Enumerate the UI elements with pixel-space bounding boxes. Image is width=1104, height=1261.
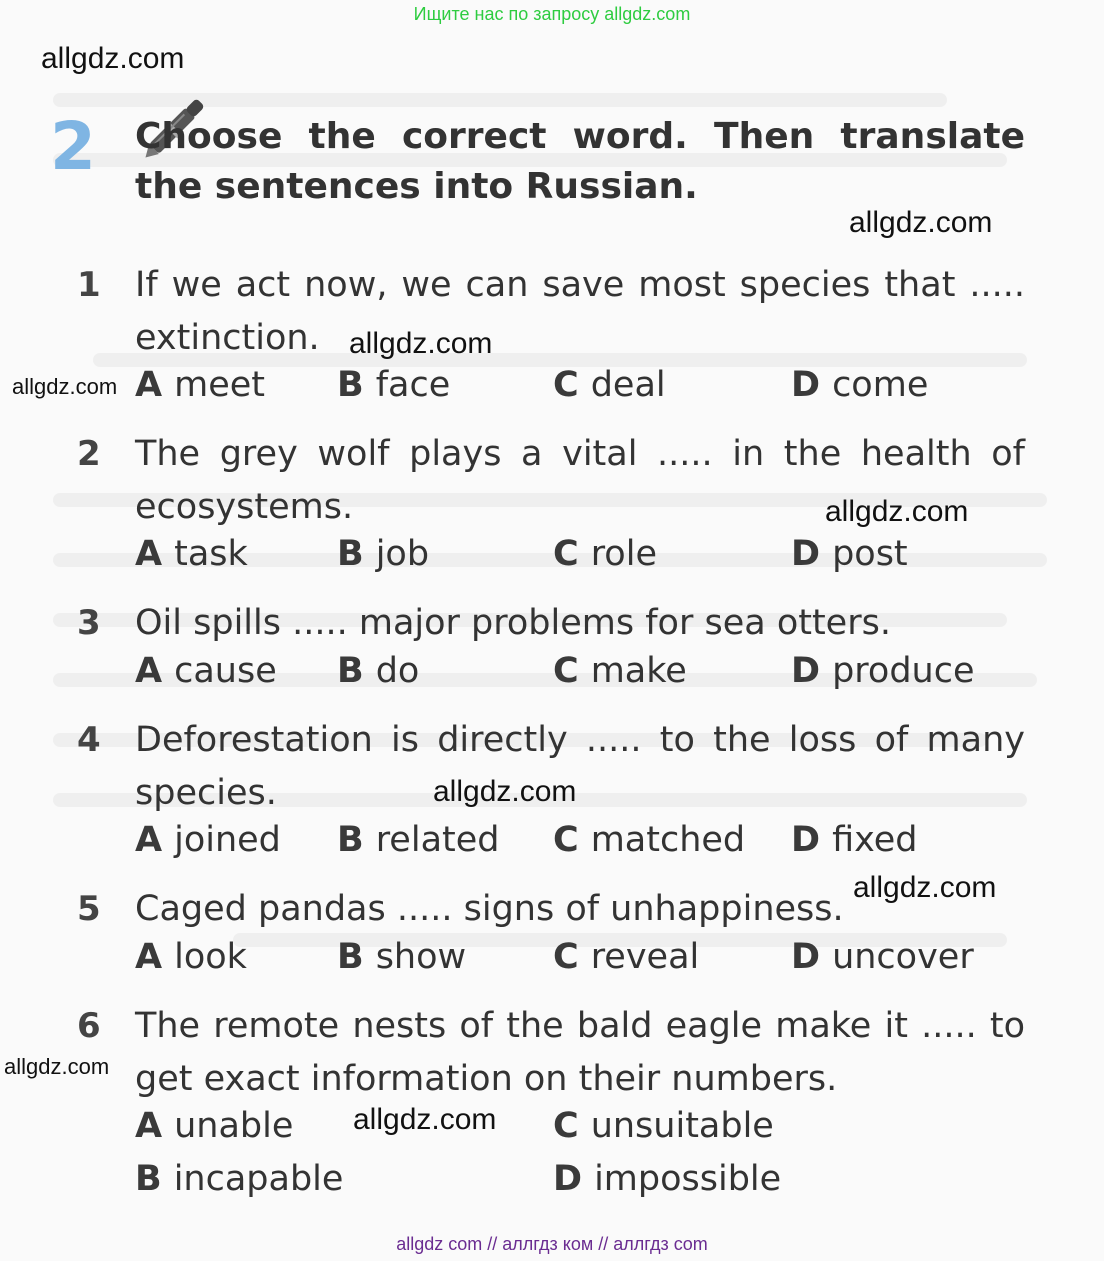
question-number: 6 — [77, 1006, 101, 1046]
answer-option[interactable] — [135, 937, 247, 977]
question-number: 5 — [77, 889, 101, 929]
answer-option[interactable] — [135, 365, 265, 405]
answer-option[interactable] — [135, 534, 248, 574]
option-word: incapable — [173, 1159, 344, 1199]
option-letter: C — [553, 1106, 579, 1146]
option-letter: A — [135, 937, 163, 977]
watermark: allgdz.com — [849, 206, 993, 239]
answer-option[interactable] — [791, 534, 908, 574]
option-word: face — [375, 365, 451, 405]
option-letter: A — [135, 534, 163, 574]
answer-option[interactable] — [553, 365, 666, 405]
answer-option[interactable] — [553, 534, 657, 574]
option-word: role — [590, 534, 657, 574]
option-letter: B — [337, 820, 364, 860]
answer-option[interactable] — [337, 937, 466, 977]
option-letter: C — [553, 365, 579, 405]
option-word: unable — [174, 1106, 294, 1146]
option-letter: B — [337, 651, 364, 691]
option-letter: D — [791, 365, 821, 405]
answer-option[interactable] — [791, 365, 928, 405]
option-letter: D — [791, 534, 821, 574]
answer-option[interactable] — [791, 651, 975, 691]
option-letter: A — [135, 651, 163, 691]
option-letter: C — [553, 534, 579, 574]
watermark: allgdz.com — [853, 871, 997, 904]
option-word: matched — [590, 820, 746, 860]
option-letter: D — [553, 1159, 583, 1199]
option-letter: B — [135, 1159, 162, 1199]
option-word: unsuitable — [590, 1106, 774, 1146]
option-letter: D — [791, 651, 821, 691]
option-word: uncover — [832, 937, 974, 977]
option-word: related — [375, 820, 500, 860]
answer-option[interactable] — [135, 1106, 293, 1146]
option-word: cause — [174, 651, 277, 691]
watermark: allgdz.com — [349, 327, 493, 360]
search-banner[interactable]: Ищите нас по запросу allgdz.com — [413, 4, 691, 24]
answer-option[interactable] — [337, 365, 450, 405]
option-letter: D — [791, 937, 821, 977]
option-word: come — [832, 365, 929, 405]
answer-option[interactable] — [553, 820, 745, 860]
answer-option[interactable] — [337, 651, 419, 691]
answer-option[interactable] — [135, 1159, 343, 1199]
answer-option[interactable] — [337, 820, 500, 860]
answer-option[interactable] — [337, 534, 429, 574]
option-letter: C — [553, 937, 579, 977]
watermark: allgdz.com — [4, 1054, 110, 1079]
option-word: produce — [832, 651, 975, 691]
exercise-instruction: Choose the correct word. Then translate the sentences into Russian. — [135, 116, 1025, 207]
question-text: If we act now, we can save most species that ..... extinction. — [135, 265, 1025, 358]
answer-option[interactable] — [553, 1106, 774, 1146]
question-number: 2 — [77, 434, 101, 474]
option-letter: A — [135, 820, 163, 860]
watermark: allgdz.com — [825, 495, 969, 528]
answer-option[interactable] — [553, 651, 687, 691]
option-word: make — [590, 651, 687, 691]
question-text: Oil spills ..... major problems for sea otters. — [135, 603, 891, 643]
answer-option[interactable] — [791, 937, 974, 977]
option-letter: A — [135, 1106, 163, 1146]
question-number: 1 — [77, 265, 101, 305]
watermark: allgdz.com — [41, 42, 185, 75]
option-letter: B — [337, 365, 364, 405]
exercise-number: 2 — [50, 108, 96, 185]
footer-links[interactable]: allgdz com // аллгдз ком // аллгдз com — [396, 1234, 708, 1254]
option-word: do — [375, 651, 420, 691]
option-word: job — [375, 534, 430, 574]
answer-option[interactable] — [553, 937, 699, 977]
option-word: deal — [590, 365, 666, 405]
question-text: Caged pandas ..... signs of unhappiness. — [135, 889, 844, 929]
answer-option[interactable] — [135, 651, 277, 691]
question-number: 3 — [77, 603, 101, 643]
question-text: Deforestation is directly ..... to the loss of many species. — [135, 720, 1025, 813]
watermark: allgdz.com — [12, 374, 118, 399]
option-letter: A — [135, 365, 163, 405]
option-word: fixed — [832, 820, 918, 860]
option-word: impossible — [594, 1159, 782, 1199]
option-word: show — [375, 937, 467, 977]
option-word: joined — [174, 820, 281, 860]
question-text: The remote nests of the bald eagle make it ..... to get exact information on their numbers. — [135, 1006, 1025, 1099]
option-letter: B — [337, 937, 364, 977]
answer-option[interactable] — [791, 820, 918, 860]
option-letter: B — [337, 534, 364, 574]
answer-option[interactable] — [553, 1159, 781, 1199]
option-word: look — [174, 937, 247, 977]
option-word: task — [174, 534, 248, 574]
option-letter: C — [553, 820, 579, 860]
option-word: meet — [174, 365, 265, 405]
option-letter: C — [553, 651, 579, 691]
question-number: 4 — [77, 720, 101, 760]
question-text: The grey wolf plays a vital ..... in the health of ecosystems. — [135, 434, 1025, 527]
option-word: reveal — [590, 937, 700, 977]
watermark: allgdz.com — [433, 775, 577, 808]
option-letter: D — [791, 820, 821, 860]
option-word: post — [832, 534, 908, 574]
watermark: allgdz.com — [353, 1103, 497, 1136]
answer-option[interactable] — [135, 820, 281, 860]
